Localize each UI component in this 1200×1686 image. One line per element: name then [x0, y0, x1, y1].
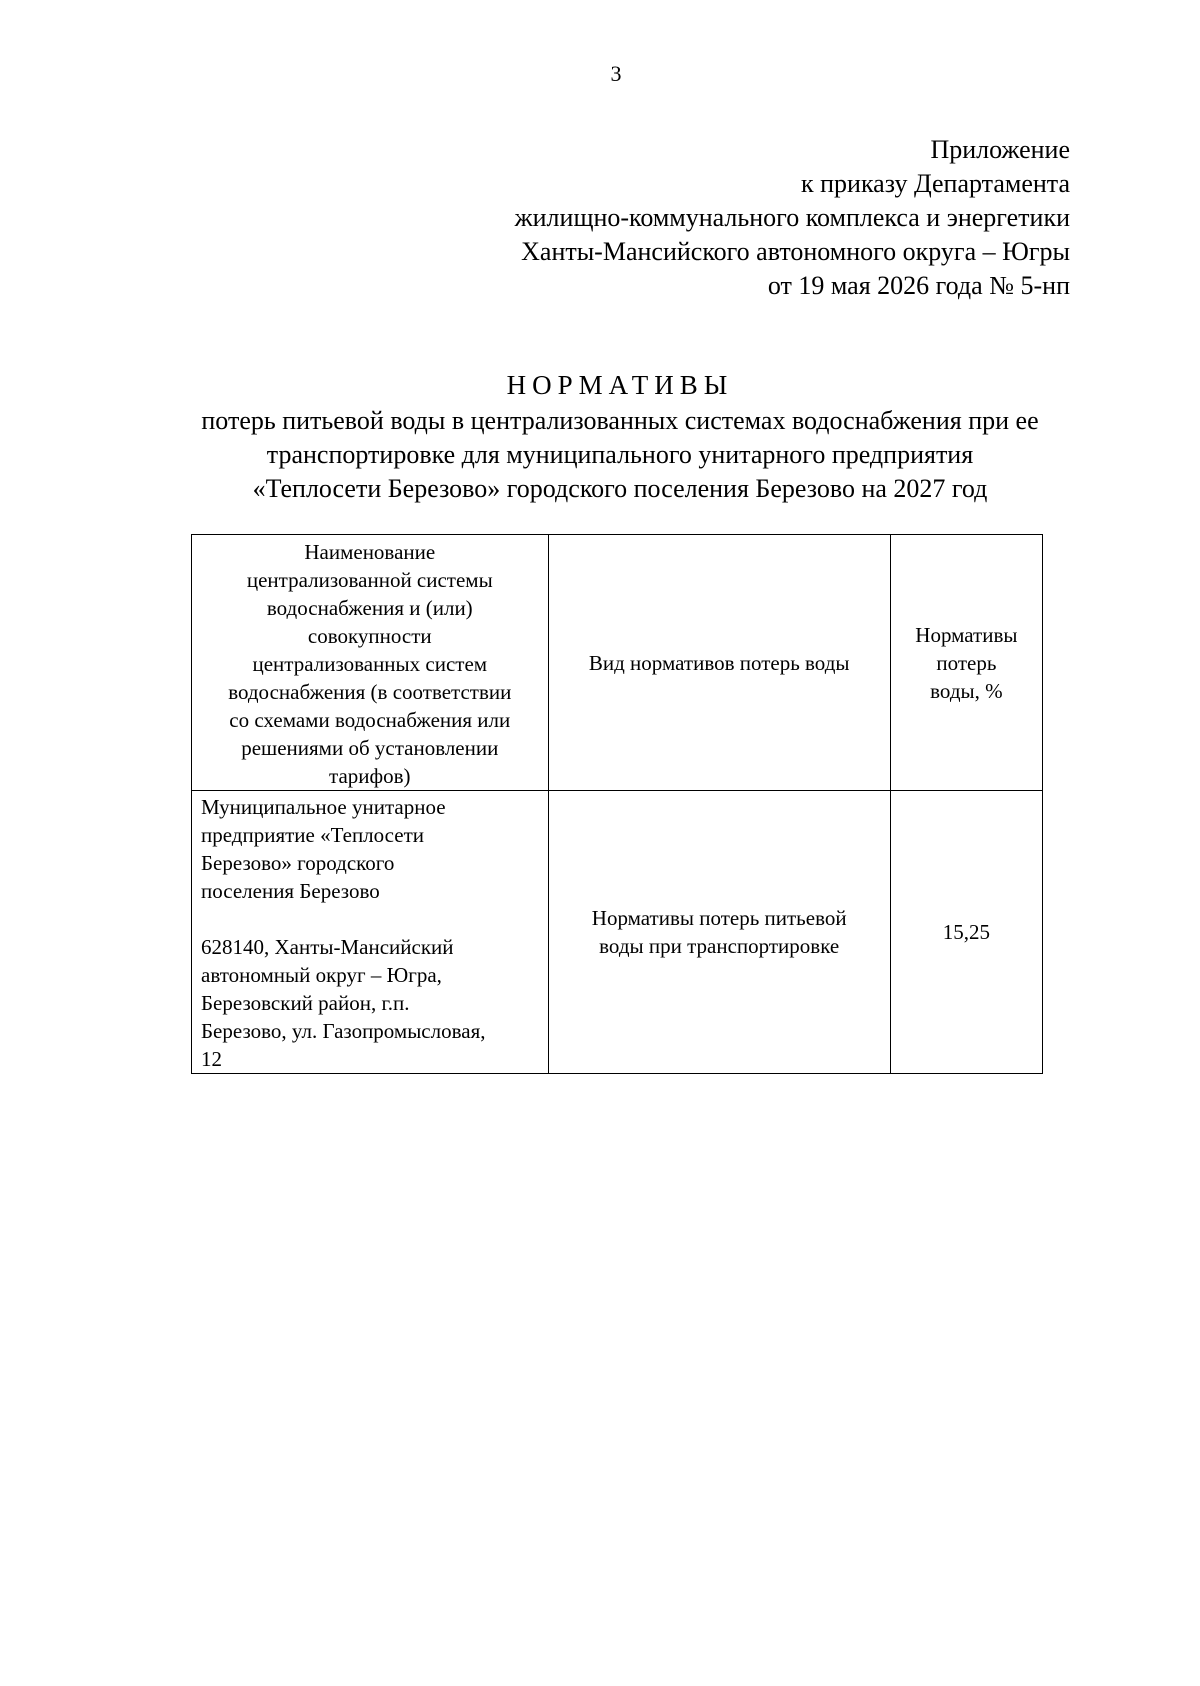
table-row — [192, 791, 1043, 1074]
subtitle-line: «Теплосети Березово» городского поселения Березово на 2027 год — [252, 474, 988, 503]
document-title — [120, 368, 1120, 506]
organization-name: Муниципальное унитарное предприятие «Теплосети Березово» городского поселения Березово — [201, 795, 446, 903]
appendix-line: жилищно-коммунального комплекса и энергетики — [514, 203, 1070, 232]
header-system-name: Наименование централизованной системы водоснабжения и (или) совокупности централизованных систем водоснабжения (в соответствии со схемами водоснабжения или решениями об установлении тарифов) — [192, 535, 549, 791]
table-header-row — [192, 535, 1043, 791]
header-norm-value: Нормативы потерь воды, % — [890, 535, 1042, 791]
subtitle-line: потерь питьевой воды в централизованных системах водоснабжения при ее — [201, 406, 1039, 435]
norms-table — [191, 534, 1043, 1074]
appendix-line: Ханты-Мансийского автономного округа – Югры — [521, 237, 1070, 266]
header-norm-type: Вид нормативов потерь воды — [548, 535, 890, 791]
appendix-line: Приложение — [930, 135, 1070, 164]
appendix-line: к приказу Департамента — [800, 169, 1070, 198]
appendix-header — [370, 133, 1070, 303]
subtitle-line: транспортировке для муниципального унитарного предприятия — [266, 440, 974, 469]
organization-address: 628140, Ханты-Мансийский автономный округ – Югра, Березовский район, г.п. Березово, ул. Газопромысловая, 12 — [201, 935, 486, 1071]
cell-norm-type: Нормативы потерь питьевой воды при транспортировке — [548, 791, 890, 1074]
cell-norm-value: 15,25 — [890, 791, 1042, 1074]
appendix-line: от 19 мая 2026 года № 5-нп — [767, 271, 1070, 300]
title-subtitle — [120, 404, 1120, 506]
cell-system-name — [192, 791, 549, 1074]
page-number: 3 — [610, 61, 622, 86]
title-main: НОРМАТИВЫ — [506, 370, 734, 400]
